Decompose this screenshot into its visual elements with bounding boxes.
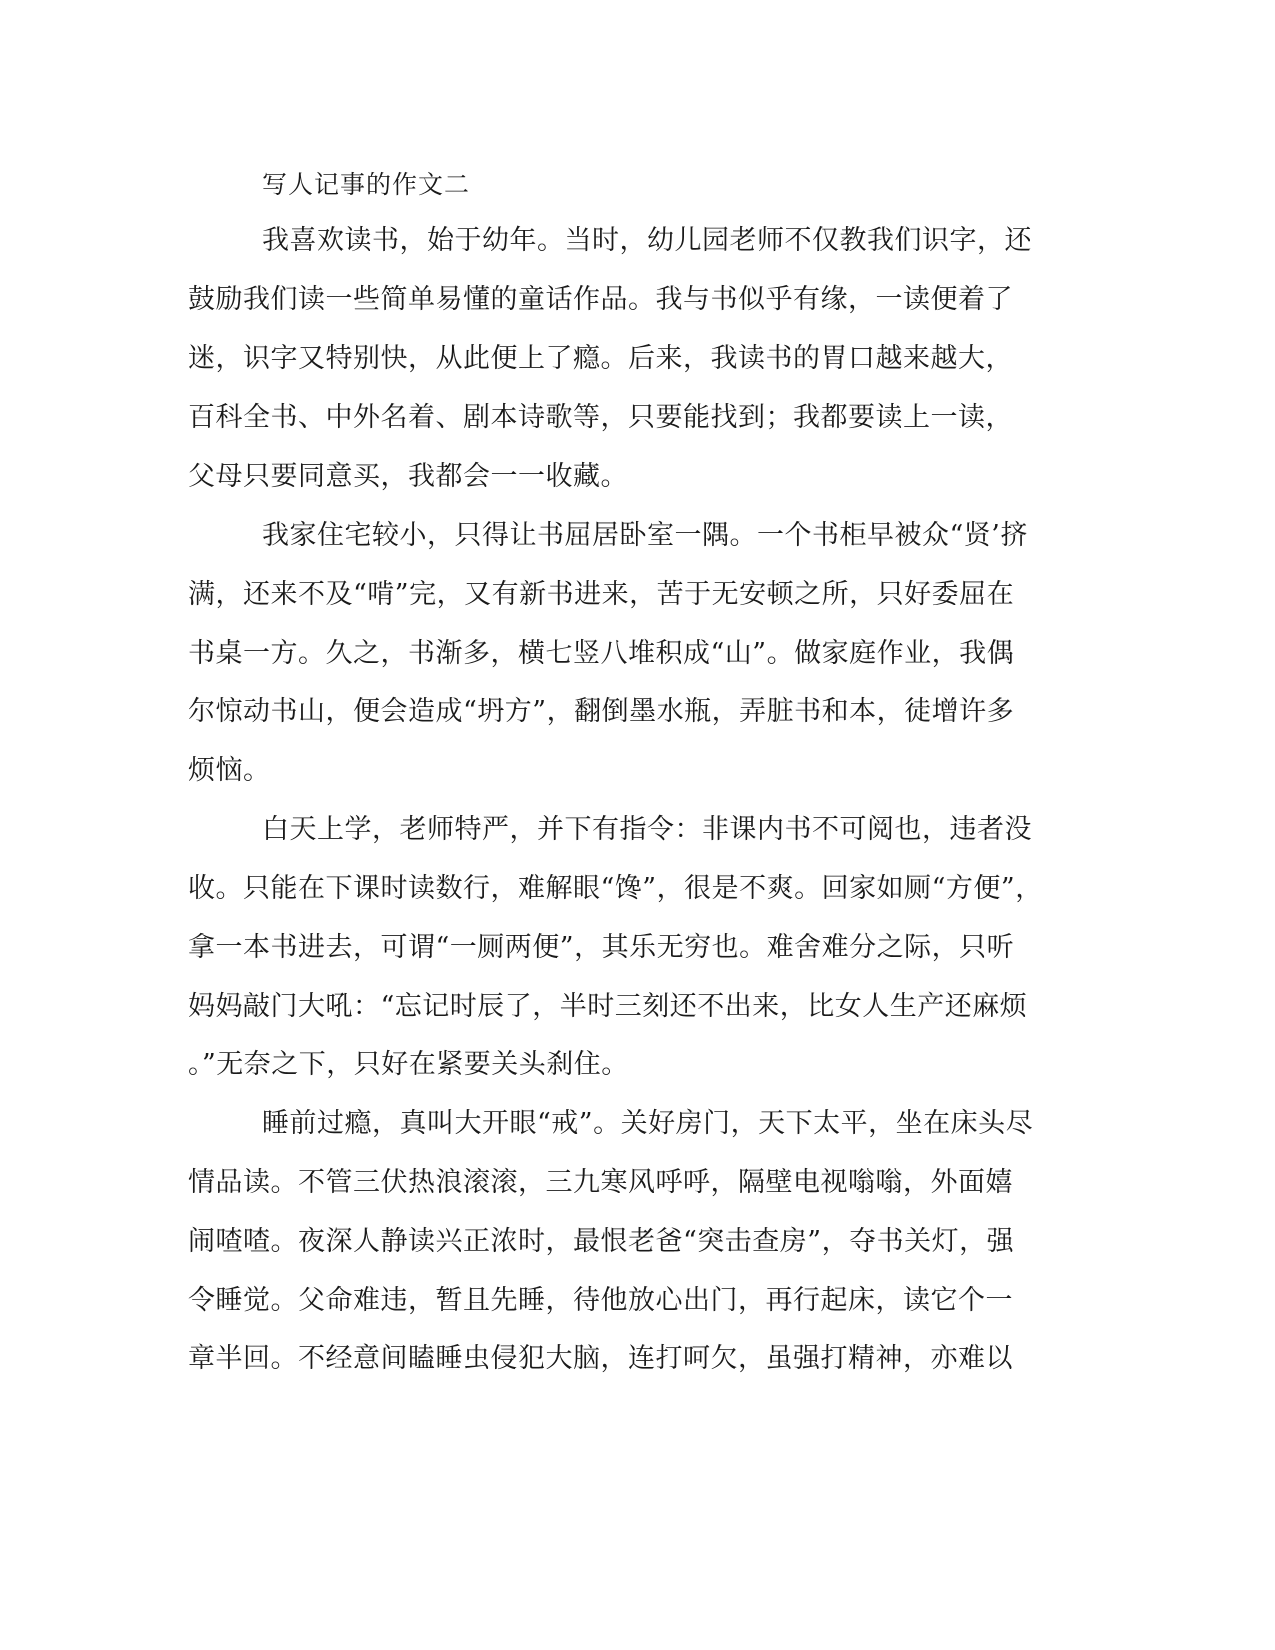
paragraph-3-line-5: 。”无奈之下，只好在紧要关头刹住。	[188, 1049, 629, 1080]
paragraph-1-line-1: 我喜欢读书，始于幼年。当时，幼儿园老师不仅教我们识字，还	[262, 225, 1032, 256]
paragraph-1-line-2: 鼓励我们读一些简单易懂的童话作品。我与书似乎有缘，一读便着了	[188, 284, 1013, 315]
paragraph-2-line-5: 烦恼。	[188, 755, 271, 786]
paragraph-3-line-4: 妈妈敲门大吼：“忘记时辰了，半时三刻还不出来，比女人生产还麻烦	[188, 991, 1028, 1022]
paragraph-4-line-2: 情品读。不管三伏热浪滚滚，三九寒风呼呼，隔壁电视嗡嗡，外面嬉	[188, 1167, 1013, 1198]
paragraph-2-line-4: 尔惊动书山，便会造成“坍方”，翻倒墨水瓶，弄脏书和本，徒增许多	[188, 696, 1015, 727]
paragraph-1-line-4: 百科全书、中外名着、剧本诗歌等，只要能找到；我都要读上一读，	[188, 402, 1013, 433]
paragraph-4-line-1: 睡前过瘾，真叫大开眼“戒”。关好房门，天下太平，坐在床头尽	[262, 1108, 1034, 1139]
paragraph-4-line-4: 令睡觉。父命难违，暂且先睡，待他放心出门，再行起床，读它个一	[188, 1285, 1013, 1316]
paragraph-4-line-3: 闹喳喳。夜深人静读兴正浓时，最恨老爸“突击查房”，夺书关灯，强	[188, 1226, 1015, 1257]
paragraph-3-line-3: 拿一本书进去，可谓“一厕两便”，其乐无穷也。难舍难分之际，只听	[188, 932, 1015, 963]
paragraph-1-line-3: 迷，识字又特别快，从此便上了瘾。后来，我读书的胃口越来越大，	[188, 343, 1013, 374]
paragraph-4-line-5: 章半回。不经意间瞌睡虫侵犯大脑，连打呵欠，虽强打精神，亦难以	[188, 1343, 1013, 1374]
paragraph-2-line-3: 书桌一方。久之，书渐多，横七竖八堆积成“山”。做家庭作业，我偶	[188, 638, 1015, 669]
paragraph-2-line-1: 我家住宅较小，只得让书屈居卧室一隅。一个书柜早被众“贤’挤	[262, 520, 1028, 551]
paragraph-2-line-2: 满，还来不及“啃”完，又有新书进来，苦于无安顿之所，只好委屈在	[188, 579, 1015, 610]
paragraph-1-line-5: 父母只要同意买，我都会一一收藏。	[188, 461, 628, 492]
paragraph-3-line-1: 白天上学，老师特严，并下有指令：非课内书不可阅也，违者没	[262, 814, 1032, 845]
paragraph-3-line-2: 收。只能在下课时读数行，难解眼“馋”，很是不爽。回家如厕“方便”，	[188, 873, 1043, 904]
essay-title: 写人记事的作文二	[262, 170, 471, 199]
